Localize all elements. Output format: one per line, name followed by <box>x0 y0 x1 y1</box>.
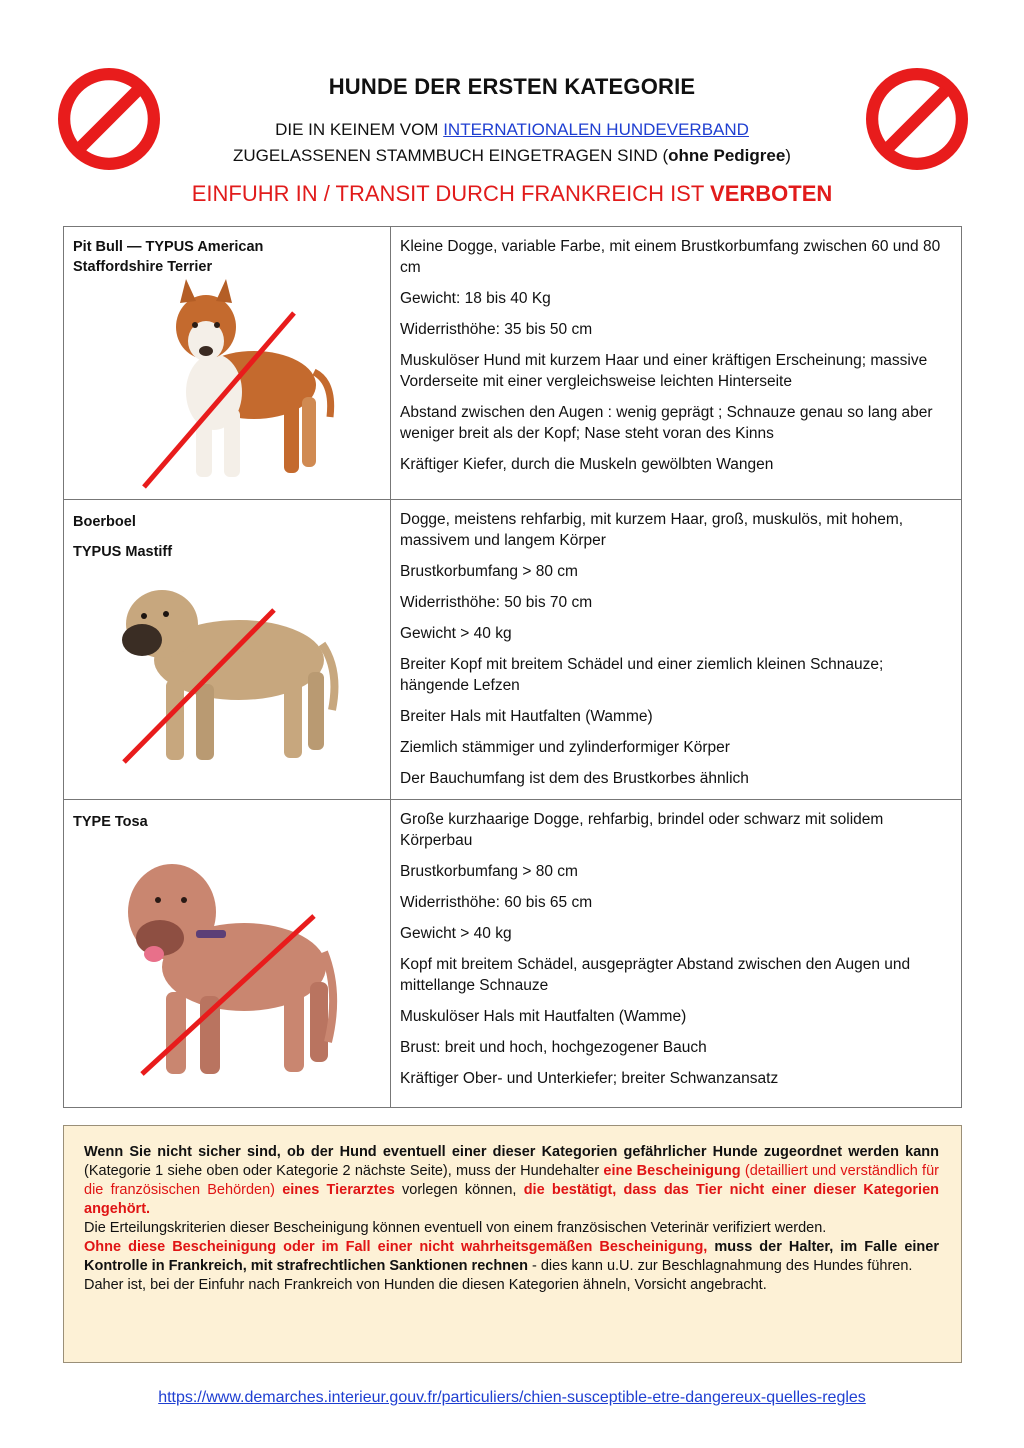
breed-name: TYPE Tosa <box>73 814 148 830</box>
tosa-dog-image <box>104 842 344 1082</box>
prohibition-banner: EINFUHR IN / TRANSIT DURCH FRANKREICH IST VERBOTEN <box>191 181 833 206</box>
subtitle-line-2: ZUGELASSENEN STAMMBUCH EINGETRAGEN SIND (ohne Pedigree) <box>233 146 791 165</box>
breed-fact: Der Bauchumfang ist dem des Brustkorbes ähnlich <box>400 770 749 787</box>
breed-fact: Gewicht: 18 bis 40 Kg <box>400 290 551 307</box>
breed-facts-cell <box>391 227 962 500</box>
breed-fact: Breiter Hals mit Hautfalten (Wamme) <box>400 708 653 725</box>
breed-name: Boerboel TYPUS Mastiff <box>73 514 173 560</box>
pitbull-dog-image <box>134 277 344 492</box>
breed-fact: Breiter Kopf mit breitem Schädel und einer ziemlich kleinen Schnauze; hängende Lefzen <box>400 656 884 694</box>
breed-fact: Abstand zwischen den Augen : wenig geprägt ; Schnauze genau so lang aber weniger breit als der Kopf; Nase steht voran des Kinns <box>400 404 933 442</box>
page-title: HUNDE DER ERSTEN KATEGORIE <box>328 74 696 99</box>
boerboel-dog-image <box>104 580 344 770</box>
breed-fact: Brustkorbumfang > 80 cm <box>400 863 578 880</box>
breed-fact: Widerristhöhe: 50 bis 70 cm <box>400 594 593 611</box>
breed-fact: Muskulöser Hund mit kurzem Haar und einer kräftigen Erscheinung; massive Vorderseite mit einer vergleichsweise leichten Hinterseite <box>400 352 928 390</box>
breed-fact: Große kurzhaarige Dogge, rehfarbig, brindel oder schwarz mit solidem Körperbau <box>400 811 884 849</box>
breed-fact: Widerristhöhe: 60 bis 65 cm <box>400 894 593 911</box>
breed-fact: Gewicht > 40 kg <box>400 925 512 942</box>
breed-fact: Brust: breit und hoch, hochgezogener Bauch <box>400 1039 707 1056</box>
breed-fact: Widerristhöhe: 35 bis 50 cm <box>400 321 593 338</box>
notice-paragraph: Daher ist, bei der Einfuhr nach Frankreich von Hunden die diesen Kategorien ähneln, Vorsicht angebracht. <box>84 1277 767 1293</box>
subtitle-line-1: DIE IN KEINEM VOM INTERNATIONALEN HUNDEVERBAND <box>275 120 749 139</box>
breed-facts-cell <box>391 800 962 1108</box>
breed-fact: Kräftiger Kiefer, durch die Muskeln gewölbten Wangen <box>400 456 774 473</box>
breed-fact: Kopf mit breitem Schädel, ausgeprägter Abstand zwischen den Augen und mittellange Schnauze <box>400 956 911 994</box>
notice-paragraph: Wenn Sie nicht sicher sind, ob der Hund eventuell einer dieser Kategorien gefährlicher Hunde zugeordnet werden kann (Kategorie 1 siehe oben oder Kategorie 2 nächste Seite), muss der Hundehalter eine Bescheinigung (detailliert und verständlich für die französischen Behörden) eines Tierarztes vorlegen können, die bestätigt, dass das Tier nicht einer dieser Kategorien angehört. <box>84 1144 940 1217</box>
hundeverband-link[interactable]: INTERNATIONALEN HUNDEVERBAND <box>443 120 749 139</box>
table-row <box>64 227 962 500</box>
table-row <box>64 800 962 1108</box>
breed-fact: Muskulöser Hals mit Hautfalten (Wamme) <box>400 1008 687 1025</box>
table-row <box>64 500 962 800</box>
breed-fact: Ziemlich stämmiger und zylinderformiger Körper <box>400 739 730 756</box>
breed-cell <box>64 500 391 800</box>
breed-facts-cell <box>391 500 962 800</box>
fact-list <box>391 500 961 789</box>
notice-paragraph: Die Erteilungskriterien dieser Bescheinigung können eventuell von einem französischen Veterinär verifiziert werden. <box>84 1220 827 1236</box>
breed-name: Pit Bull — TYPUS American Staffordshire Terrier <box>73 239 264 275</box>
breed-cell <box>64 227 391 500</box>
fact-list <box>391 227 961 475</box>
fact-list <box>391 800 961 1089</box>
breed-fact: Kräftiger Ober- und Unterkiefer; breiter Schwanzansatz <box>400 1070 779 1087</box>
breed-fact: Gewicht > 40 kg <box>400 625 512 642</box>
source-link[interactable]: https://www.demarches.interieur.gouv.fr/particuliers/chien-susceptible-etre-dangereux-quelles-regles <box>158 1389 866 1406</box>
breed-cell <box>64 800 391 1108</box>
notice-paragraph: Ohne diese Bescheinigung oder im Fall einer nicht wahrheitsgemäßen Bescheinigung, muss der Halter, im Falle einer Kontrolle in Frankreich, mit strafrechtlichen Sanktionen rechnen - dies kann u.U. zur Beschlagnahmung des Hundes führen. <box>84 1239 939 1274</box>
dog-breed-table <box>63 226 962 1108</box>
notice-box <box>63 1125 962 1363</box>
breed-fact: Dogge, meistens rehfarbig, mit kurzem Haar, groß, muskulös, mit hohem, massivem und langem Körper <box>400 511 904 549</box>
breed-fact: Kleine Dogge, variable Farbe, mit einem Brustkorbumfang zwischen 60 und 80 cm <box>400 238 941 276</box>
breed-fact: Brustkorbumfang > 80 cm <box>400 563 578 580</box>
